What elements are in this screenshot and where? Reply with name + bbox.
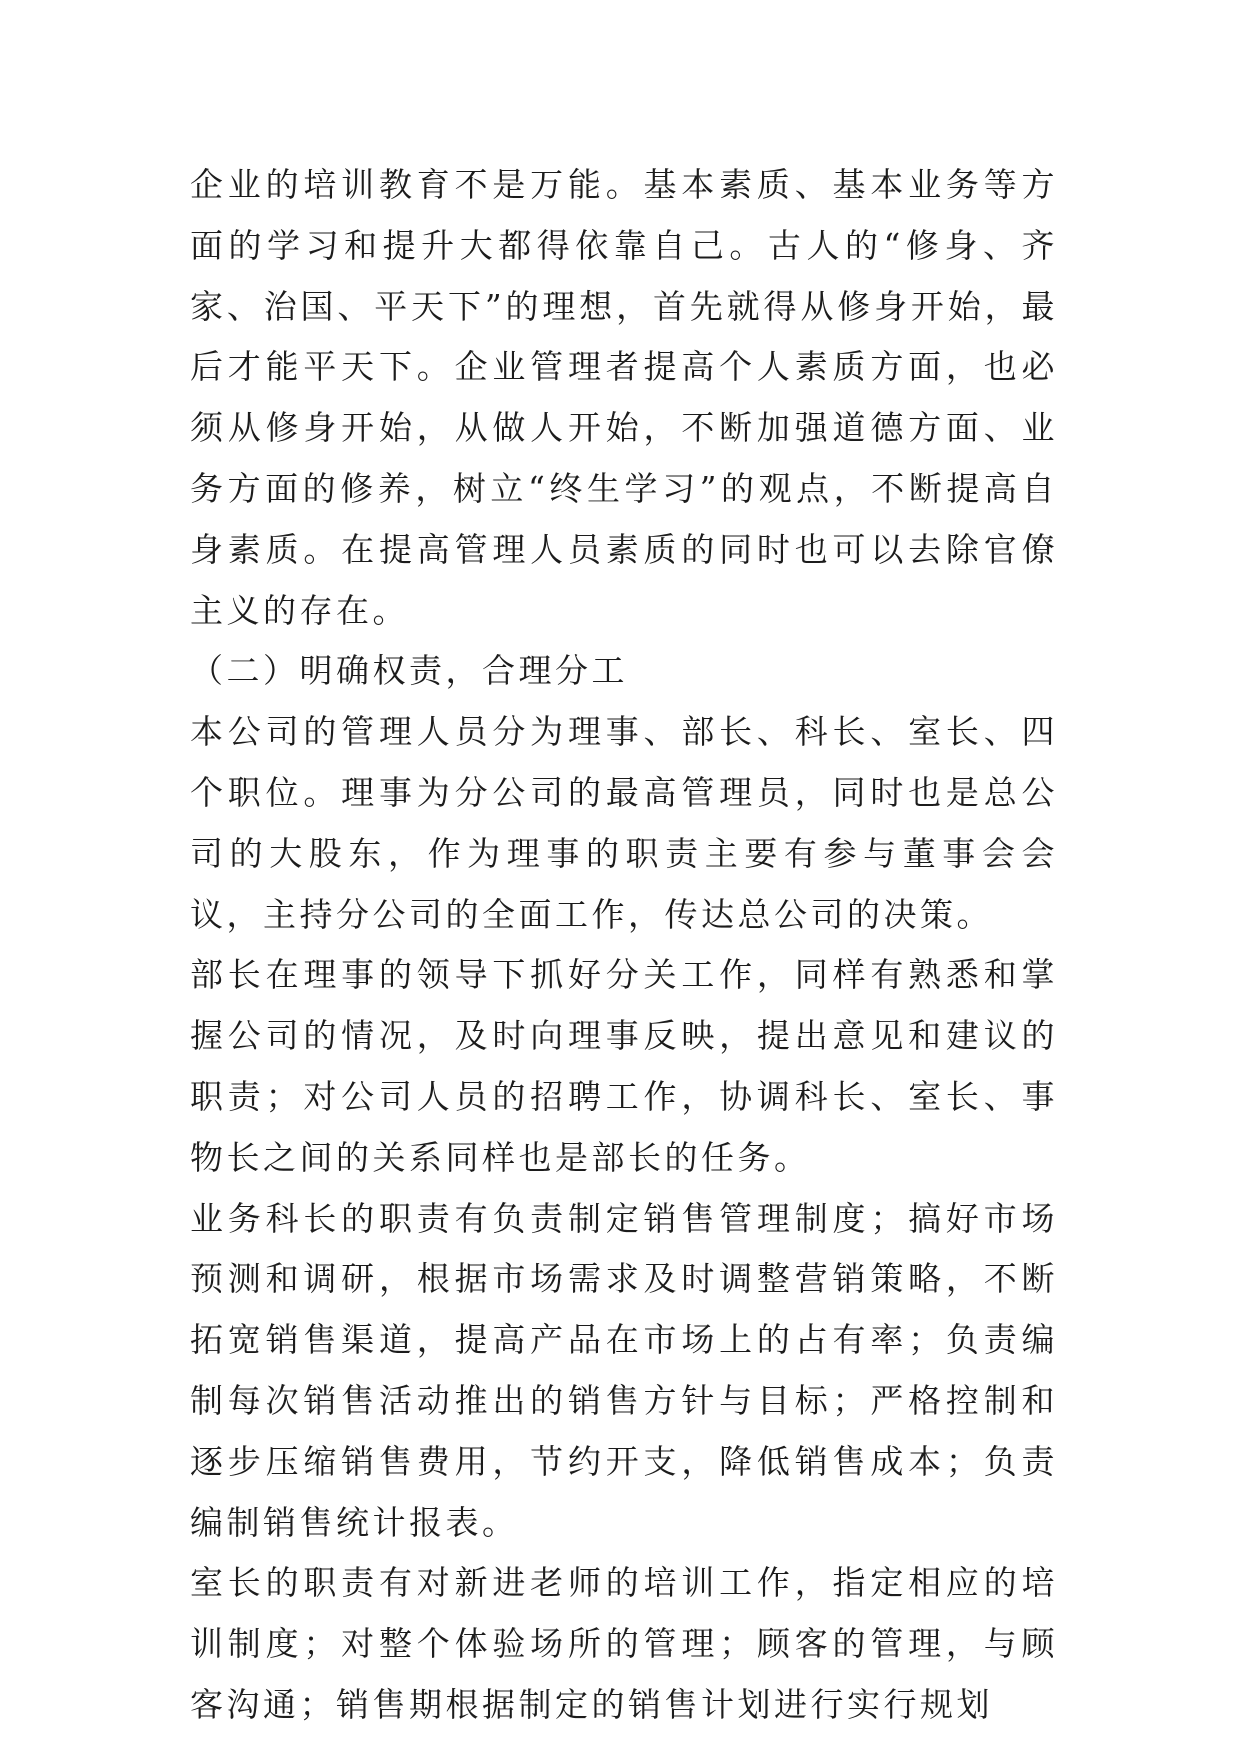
paragraph-section-chief-duties: 业务科长的职责有负责制定销售管理制度；搞好市场预测和调研，根据市场需求及时调整营销策略，不断拓宽销售渠道，提高产品在市场上的占有率；负责编制每次销售活动推出的销售方针与目标；严格控制和逐步压缩销售费用，节约开支，降低销售成本；负责编制销售统计报表。 [190,1198,1058,1542]
paragraph-training: 企业的培训教育不是万能。基本素质、基本业务等方面的学习和提升大都得依靠自己。古人的“修身、齐家、治国、平天下”的理想，首先就得从修身开始，最后才能平天下。企业管理者提高个人素质方面，也必须从修身开始，从做人开始，不断加强道德方面、业务方面的修养，树立“终生学习”的观点，不断提高自身素质。在提高管理人员素质的同时也可以去除官僚主义的存在。 [190,165,1058,630]
section-heading-responsibilities: （二）明确权责，合理分工 [190,651,628,691]
paragraph-management-positions: 本公司的管理人员分为理事、部长、科长、室长、四个职位。理事为分公司的最高管理员，同时也是总公司的大股东，作为理事的职责主要有参与董事会会议，主持分公司的全面工作，传达总公司的决策。 [190,712,1058,934]
document-body [190,155,1058,1736]
paragraph-minister-duties: 部长在理事的领导下抓好分关工作，同样有熟悉和掌握公司的情况，及时向理事反映，提出意见和建议的职责；对公司人员的招聘工作，协调科长、室长、事物长之间的关系同样也是部长的任务。 [190,955,1058,1177]
paragraph-office-head-duties: 室长的职责有对新进老师的培训工作，指定相应的培训制度；对整个体验场所的管理；顾客的管理，与顾客沟通；销售期根据制定的销售计划进行实行规划 [190,1563,1058,1724]
